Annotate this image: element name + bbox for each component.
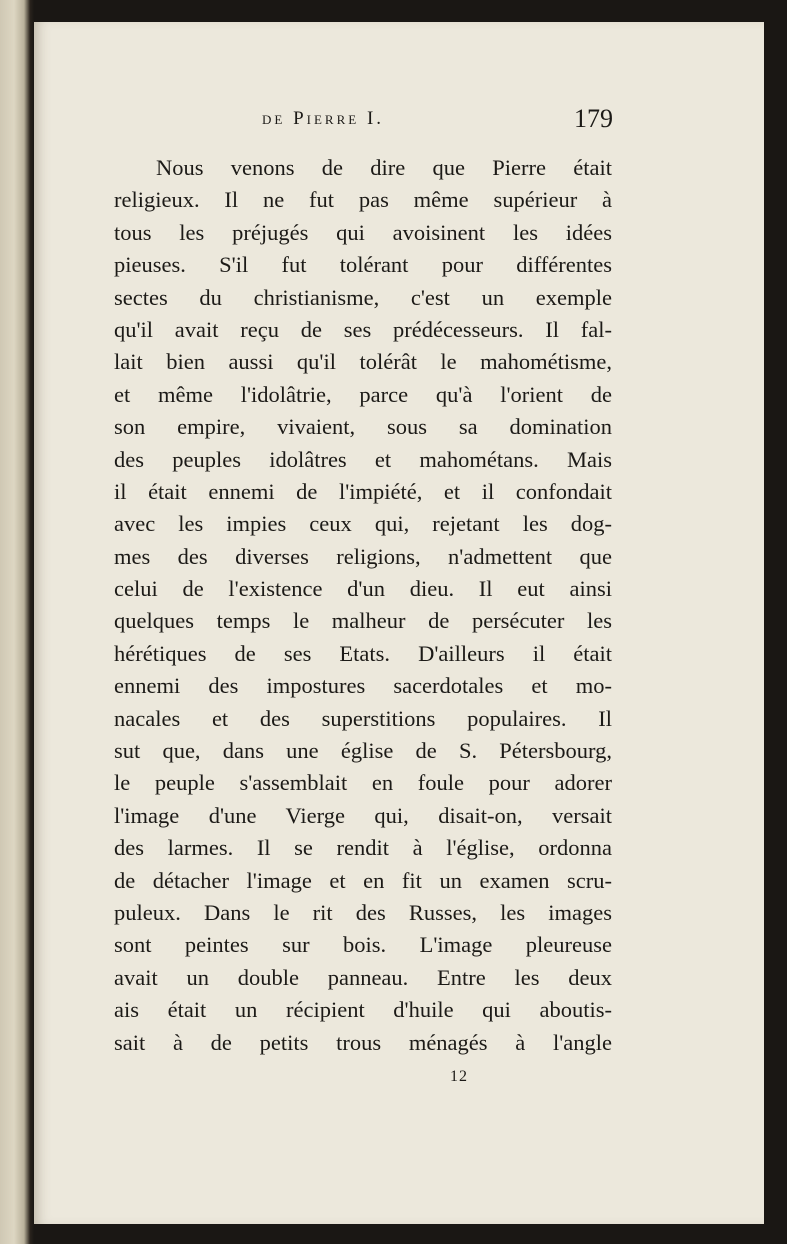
text-line: des larmes. Il se rendit à l'église, ordonna	[114, 835, 612, 861]
text-line: avait un double panneau. Entre les deux	[114, 964, 612, 990]
text-line: Nous venons de dire que Pierre était	[156, 155, 612, 180]
text-line: sait à de petits trous ménagés à l'angle	[114, 1029, 612, 1055]
text-line: religieux. Il ne fut pas même supérieur à	[114, 187, 612, 213]
text-line: le peuple s'assemblait en foule pour adorer	[114, 770, 612, 796]
text-line: l'image d'une Vierge qui, disait-on, versait	[114, 802, 612, 828]
page-number: 179	[574, 104, 613, 133]
text-line: avec les impies ceux qui, rejetant les dog-	[114, 511, 612, 537]
text-line: puleux. Dans le rit des Russes, les images	[114, 899, 612, 925]
text-line: de détacher l'image et en fit un examen scru-	[114, 867, 612, 893]
running-title: de Pierre I.	[262, 108, 385, 129]
body-text	[114, 152, 612, 1059]
text-line: celui de l'existence d'un dieu. Il eut ainsi	[114, 576, 612, 602]
text-line: son empire, vivaient, sous sa domination	[114, 414, 612, 440]
text-line: tous les préjugés qui avoisinent les idées	[114, 219, 612, 245]
text-line: sut que, dans une église de S. Pétersbourg,	[114, 738, 612, 764]
page-header	[34, 104, 764, 144]
text-line: mes des diverses religions, n'admettent que	[114, 543, 612, 569]
text-line: qu'il avait reçu de ses prédécesseurs. Il fal-	[114, 316, 612, 342]
left-page-edge	[0, 0, 34, 1244]
text-line: et même l'idolâtrie, parce qu'à l'orient de	[114, 381, 612, 407]
text-line: ais était un récipient d'huile qui aboutis-	[114, 997, 612, 1023]
text-line: ennemi des impostures sacerdotales et mo-	[114, 673, 612, 699]
text-line: quelques temps le malheur de persécuter les	[114, 608, 612, 634]
text-line: pieuses. S'il fut tolérant pour différentes	[114, 252, 612, 278]
signature-mark: 12	[450, 1068, 468, 1085]
text-line: des peuples idolâtres et mahométans. Mais	[114, 446, 612, 472]
text-line: il était ennemi de l'impiété, et il confondait	[114, 478, 612, 504]
text-line: sectes du christianisme, c'est un exemple	[114, 284, 612, 310]
text-line: lait bien aussi qu'il tolérât le mahométisme,	[114, 349, 612, 375]
text-line: hérétiques de ses Etats. D'ailleurs il était	[114, 640, 612, 666]
text-line: nacales et des superstitions populaires. Il	[114, 705, 612, 731]
text-line: sont peintes sur bois. L'image pleureuse	[114, 932, 612, 958]
book-page	[34, 22, 764, 1224]
